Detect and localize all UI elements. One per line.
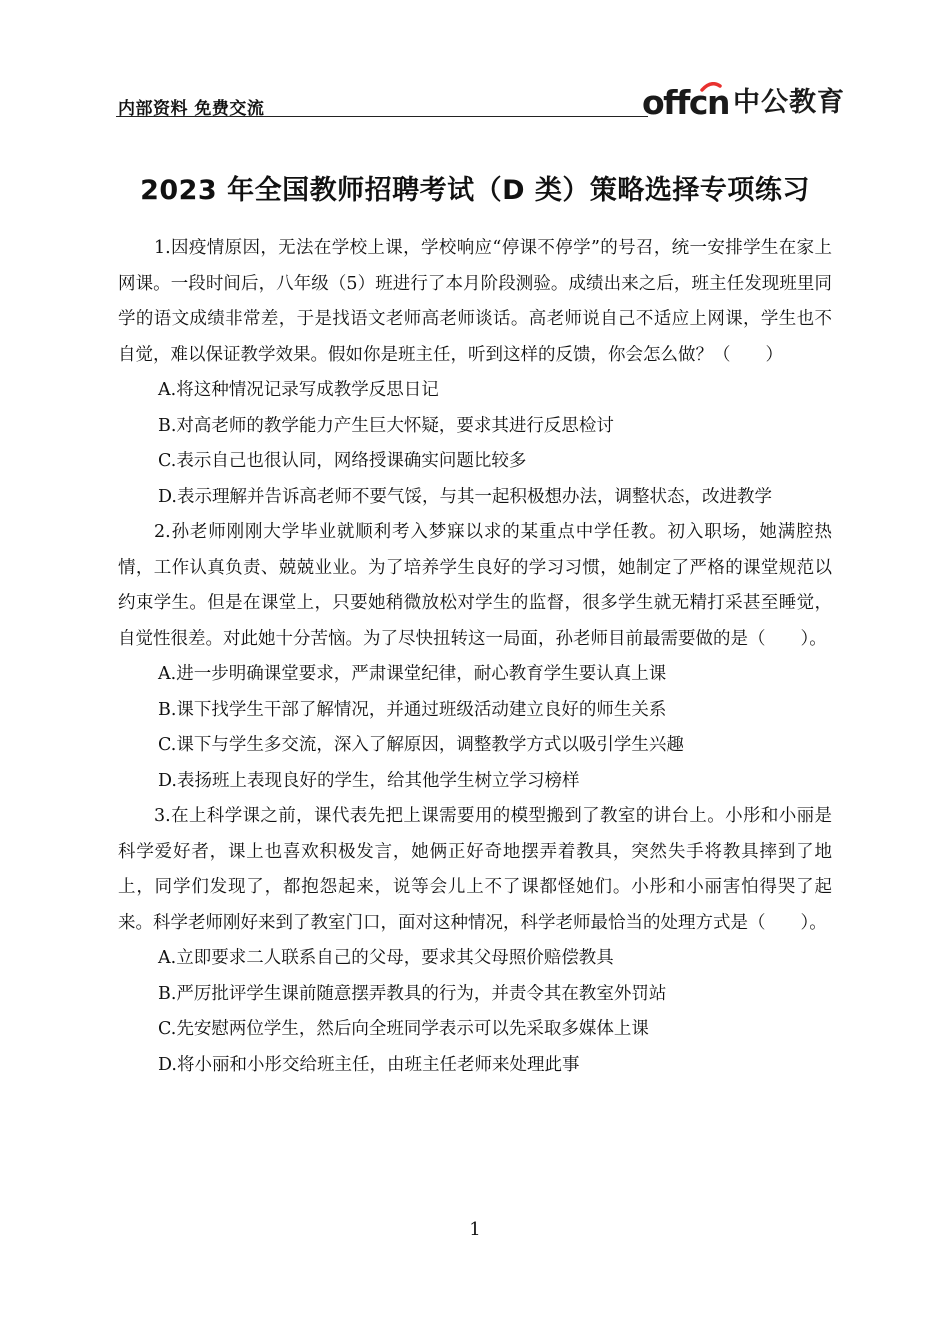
page-number: 1 <box>469 1219 481 1240</box>
question-stem-3: 3.在上科学课之前，课代表先把上课需要用的模型搬到了教室的讲台上。小彤和小丽是科学爱好者，课上也喜欢积极发言，她俩正好奇地摆弄着教具，突然失手将教具摔到了地上，同学们发现了，都抱怨起来，说等会儿上不了课都怪她们。小彤和小丽害怕得哭了起来。科学老师刚好来到了教室门口，面对这种情况，科学老师最恰当的处理方式是（ ）。 <box>118 806 832 933</box>
header-left-text: 内部资料 免费交流 <box>118 99 265 119</box>
logo-latin <box>642 83 729 122</box>
question-2-option-a: A.进一步明确课堂要求，严肃课堂纪律，耐心教育学生要认真上课 <box>158 664 667 684</box>
question-1-option-b: B.对高老师的教学能力产生巨大怀疑，要求其进行反思检讨 <box>158 415 614 436</box>
question-stem-1: 1.因疫情原因，无法在学校上课，学校响应“停课不停学”的号召，统一安排学生在家上网课。一段时间后，八年级（5）班进行了本月阶段测验。成绩出来之后，班主任发现班里同学的语文成绩非常差，于是找语文老师高老师谈话。高老师说自己不适应上网课，学生也不自觉，难以保证教学效果。假如你是班主任，听到这样的反馈，你会怎么做？（ ） <box>118 238 832 365</box>
logo-latin-text: offcn <box>642 83 729 122</box>
question-2-option-b: B.课下找学生干部了解情况，并通过班级活动建立良好的师生关系 <box>158 699 667 720</box>
logo-cn-text: 中公教育 <box>732 87 845 118</box>
question-3-option-a: A.立即要求二人联系自己的父母，要求其父母照价赔偿教具 <box>158 948 614 968</box>
question-1-option-c: C.表示自己也很认同，网络授课确实问题比较多 <box>158 451 527 471</box>
question-3-option-b: B.严厉批评学生课前随意摆弄教具的行为，并责令其在教室外罚站 <box>158 983 667 1004</box>
question-2-option-c: C.课下与学生多交流，深入了解原因，调整教学方式以吸引学生兴趣 <box>158 735 684 755</box>
question-stem-2: 2.孙老师刚刚大学毕业就顺利考入梦寐以求的某重点中学任教。初入职场，她满腔热情，工作认真负责、兢兢业业。为了培养学生良好的学习习惯，她制定了严格的课堂规范以约束学生。但是在课堂上，只要她稍微放松对学生的监督，很多学生就无精打采甚至睡觉，自觉性很差。对此她十分苦恼。为了尽快扭转这一局面，孙老师目前最需要做的是（ ）。 <box>118 522 832 649</box>
question-3-option-c: C.先安慰两位学生，然后向全班同学表示可以先采取多媒体上课 <box>158 1019 649 1039</box>
question-1-option-d: D.表示理解并告诉高老师不要气馁，与其一起积极想办法，调整状态，改进教学 <box>158 486 772 507</box>
logo-swoosh-icon <box>700 82 722 92</box>
offcn-logo <box>642 80 845 120</box>
document-body <box>118 231 832 1083</box>
document-title: 2023 年全国教师招聘考试（D 类）策略选择专项练习 <box>140 175 810 206</box>
question-2-option-d: D.表扬班上表现良好的学生，给其他学生树立学习榜样 <box>158 770 580 791</box>
question-1-option-a: A.将这种情况记录写成教学反思日记 <box>158 380 439 400</box>
question-3-option-d: D.将小丽和小彤交给班主任，由班主任老师来处理此事 <box>158 1054 580 1075</box>
header-rule <box>116 116 648 117</box>
